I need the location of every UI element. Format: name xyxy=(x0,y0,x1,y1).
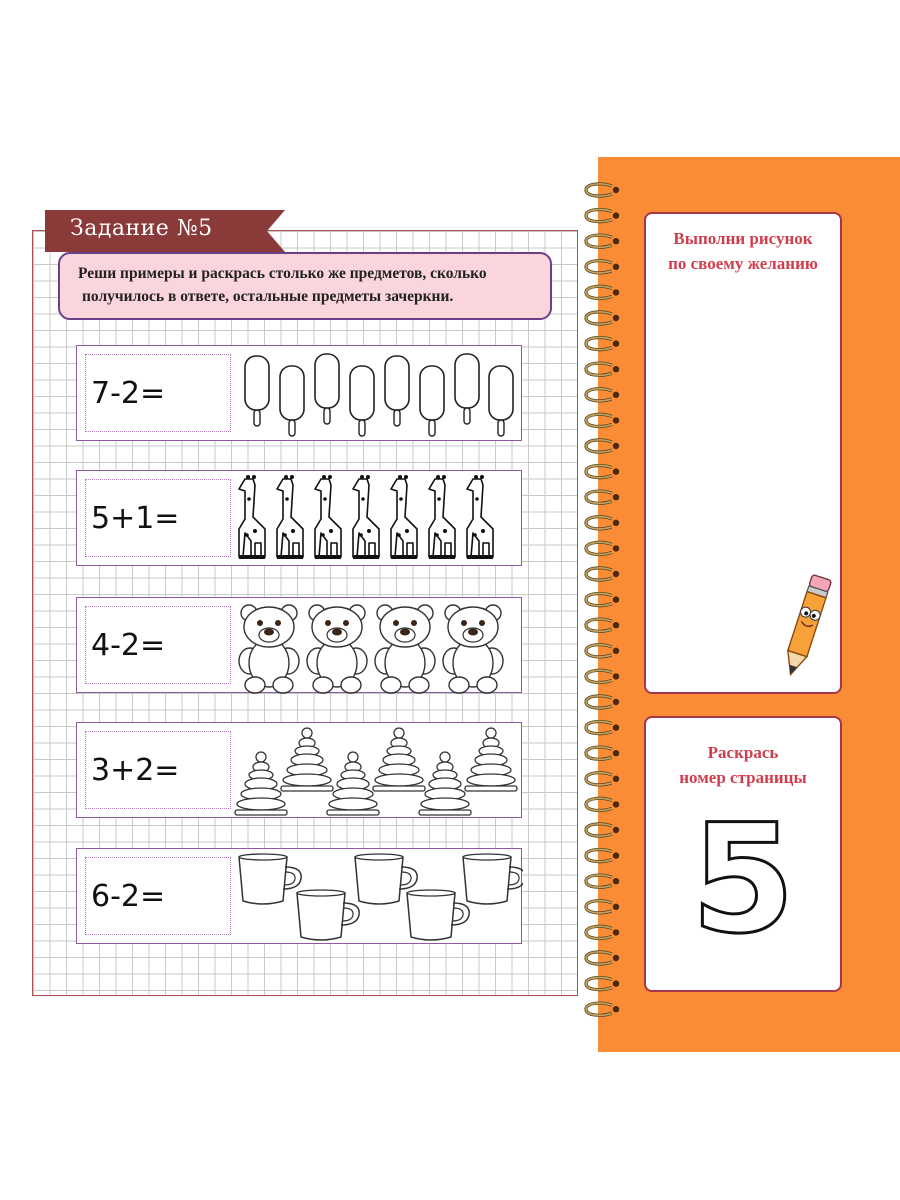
spiral-ring xyxy=(586,261,619,273)
giraffe-icon[interactable] xyxy=(239,475,265,559)
spiral-ring xyxy=(586,645,619,657)
math-expression: 4-2= xyxy=(91,627,166,663)
spiral-ring xyxy=(586,389,619,401)
spiral-ring xyxy=(586,466,619,478)
spiral-ring xyxy=(586,850,619,862)
teddy-bear-group[interactable] xyxy=(233,598,521,694)
spiral-ring xyxy=(586,517,619,529)
giraffe-group[interactable] xyxy=(233,471,523,567)
math-expression: 6-2= xyxy=(91,878,166,914)
math-expression: 5+1= xyxy=(91,500,180,536)
spiral-ring xyxy=(586,798,619,810)
spiral-ring xyxy=(586,312,619,324)
draw-card-line-2: по своему желанию xyxy=(668,254,818,273)
spiral-ring xyxy=(586,926,619,938)
ice-cream-icon[interactable] xyxy=(315,354,339,424)
spiral-ring xyxy=(586,414,619,426)
draw-card-line-1: Выполни рисунок xyxy=(673,229,813,248)
spiral-ring xyxy=(586,440,619,452)
page-card-line-2: номер страницы xyxy=(679,768,807,787)
cup-icon[interactable] xyxy=(239,854,301,904)
pyramid-toy-icon[interactable] xyxy=(281,728,333,791)
pyramid-toy-icon[interactable] xyxy=(327,752,379,815)
spiral-ring xyxy=(586,952,619,964)
spiral-ring xyxy=(586,542,619,554)
spiral-ring xyxy=(586,184,619,196)
spiral-ring xyxy=(586,696,619,708)
spiral-ring xyxy=(586,1003,619,1015)
cup-icon[interactable] xyxy=(297,890,359,940)
page-number[interactable]: 5 xyxy=(690,793,796,967)
math-expression: 7-2= xyxy=(91,375,166,411)
teddy-bear-icon[interactable] xyxy=(307,605,367,693)
ice-cream-icon[interactable] xyxy=(350,366,374,436)
teddy-bear-icon[interactable] xyxy=(443,605,503,693)
spiral-ring xyxy=(586,824,619,836)
giraffe-icon[interactable] xyxy=(467,475,493,559)
exercise-row xyxy=(76,470,522,566)
pyramid-toy-icon[interactable] xyxy=(419,752,471,815)
teddy-bear-icon[interactable] xyxy=(375,605,435,693)
ice-cream-group[interactable] xyxy=(233,346,521,442)
page-card-line-1: Раскрась xyxy=(707,743,779,762)
spiral-ring xyxy=(586,338,619,350)
exercise-row xyxy=(76,848,522,944)
page-card-title xyxy=(646,740,840,790)
spiral-ring xyxy=(586,286,619,298)
spiral-ring xyxy=(586,568,619,580)
ice-cream-icon[interactable] xyxy=(280,366,304,436)
giraffe-icon[interactable] xyxy=(277,475,303,559)
spiral-ring xyxy=(586,875,619,887)
spiral-ring xyxy=(586,210,619,222)
cup-icon[interactable] xyxy=(407,890,469,940)
spiral-ring xyxy=(586,235,619,247)
task-title: Задание №5 xyxy=(70,216,213,241)
ice-cream-icon[interactable] xyxy=(420,366,444,436)
spiral-ring xyxy=(586,363,619,375)
instruction-line-2: получилось в ответе, остальные предметы зачеркни. xyxy=(82,288,454,305)
pyramid-toy-icon[interactable] xyxy=(235,752,287,815)
exercise-row xyxy=(76,722,522,818)
spiral-ring xyxy=(586,670,619,682)
instruction-box xyxy=(58,252,552,320)
ice-cream-icon[interactable] xyxy=(489,366,513,436)
giraffe-icon[interactable] xyxy=(391,475,417,559)
page-number-card[interactable] xyxy=(644,716,842,992)
spiral-ring xyxy=(586,901,619,913)
teddy-bear-icon[interactable] xyxy=(239,605,299,693)
spiral-ring xyxy=(586,491,619,503)
ice-cream-icon[interactable] xyxy=(385,356,409,426)
spiral-ring xyxy=(586,594,619,606)
draw-card[interactable] xyxy=(644,212,842,694)
spiral-ring xyxy=(586,978,619,990)
spiral-binding xyxy=(582,178,626,1028)
exercise-row xyxy=(76,345,522,441)
spiral-ring xyxy=(586,722,619,734)
cup-icon[interactable] xyxy=(463,854,523,904)
ice-cream-icon[interactable] xyxy=(245,356,269,426)
draw-card-title xyxy=(646,226,840,276)
spiral-ring xyxy=(586,619,619,631)
pyramid-toy-icon[interactable] xyxy=(465,728,517,791)
pencil-icon xyxy=(778,569,834,685)
spiral-ring xyxy=(586,773,619,785)
math-expression: 3+2= xyxy=(91,752,180,788)
giraffe-icon[interactable] xyxy=(353,475,379,559)
giraffe-icon[interactable] xyxy=(429,475,455,559)
pyramid-toy-group[interactable] xyxy=(233,723,521,819)
giraffe-icon[interactable] xyxy=(315,475,341,559)
cup-group[interactable] xyxy=(233,849,523,953)
exercise-row xyxy=(76,597,522,693)
ice-cream-icon[interactable] xyxy=(455,354,479,424)
spiral-ring xyxy=(586,747,619,759)
instruction-line-1: Реши примеры и раскрась столько же предметов, сколько xyxy=(78,265,487,282)
pyramid-toy-icon[interactable] xyxy=(373,728,425,791)
